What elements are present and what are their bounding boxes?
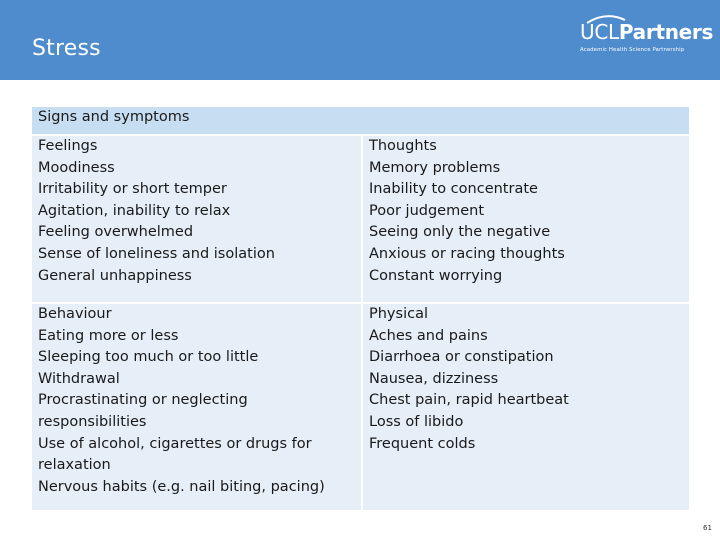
list-item: Seeing only the negative: [369, 224, 551, 241]
cell-physical: [363, 304, 689, 510]
list-item: Nausea, dizziness: [369, 370, 499, 387]
cell-heading: Feelings: [38, 138, 98, 154]
table-row: [32, 136, 689, 304]
cell-heading: Behaviour: [38, 306, 112, 322]
list-item: Withdrawal: [38, 370, 120, 387]
table-header-row: [32, 107, 689, 136]
list-item: Nervous habits (e.g. nail biting, pacing): [38, 478, 325, 495]
signs-symptoms-table: [32, 107, 689, 510]
logo-wordmark: [580, 20, 713, 44]
slide-title: Stress: [32, 36, 101, 61]
list-item: Constant worrying: [369, 267, 503, 284]
table-header: Signs and symptoms: [32, 107, 689, 136]
cell-behaviour: [32, 304, 363, 510]
logo-tagline: Academic Health Science Partnership: [580, 47, 685, 53]
list-item: Loss of libido: [369, 413, 464, 430]
logo-partners: Partners: [618, 20, 714, 44]
list-item: Moodiness: [38, 159, 115, 176]
list-item: Chest pain, rapid heartbeat: [369, 392, 569, 409]
list-item: Sense of loneliness and isolation: [38, 245, 275, 262]
table-row: [32, 304, 689, 510]
list-item: Diarrhoea or constipation: [369, 349, 554, 366]
list-item: Memory problems: [369, 159, 501, 176]
list-item: Inability to concentrate: [369, 181, 538, 198]
list-item: Use of alcohol, cigarettes or drugs for relaxation: [38, 435, 312, 474]
list-item: Procrastinating or neglecting responsibilities: [38, 392, 248, 430]
list-item: Sleeping too much or too little: [38, 349, 259, 366]
uclpartners-logo: [580, 20, 714, 60]
list-item: Feeling overwhelmed: [38, 224, 194, 241]
cell-feelings: [32, 136, 363, 304]
list-item: Irritability or short temper: [38, 181, 227, 198]
cell-thoughts: [363, 136, 689, 304]
list-item: Aches and pains: [369, 327, 488, 344]
cell-heading: Thoughts: [369, 138, 437, 154]
cell-heading: Physical: [369, 306, 428, 322]
list-item: Agitation, inability to relax: [38, 202, 231, 219]
list-item: Anxious or racing thoughts: [369, 245, 565, 262]
list-item: Poor judgement: [369, 202, 485, 219]
header-bar: [0, 0, 720, 80]
list-item: Eating more or less: [38, 327, 179, 344]
logo-ucl: UCL: [580, 20, 619, 44]
list-item: Frequent colds: [369, 435, 476, 452]
page-number: 61: [703, 524, 712, 532]
list-item: General unhappiness: [38, 267, 192, 284]
